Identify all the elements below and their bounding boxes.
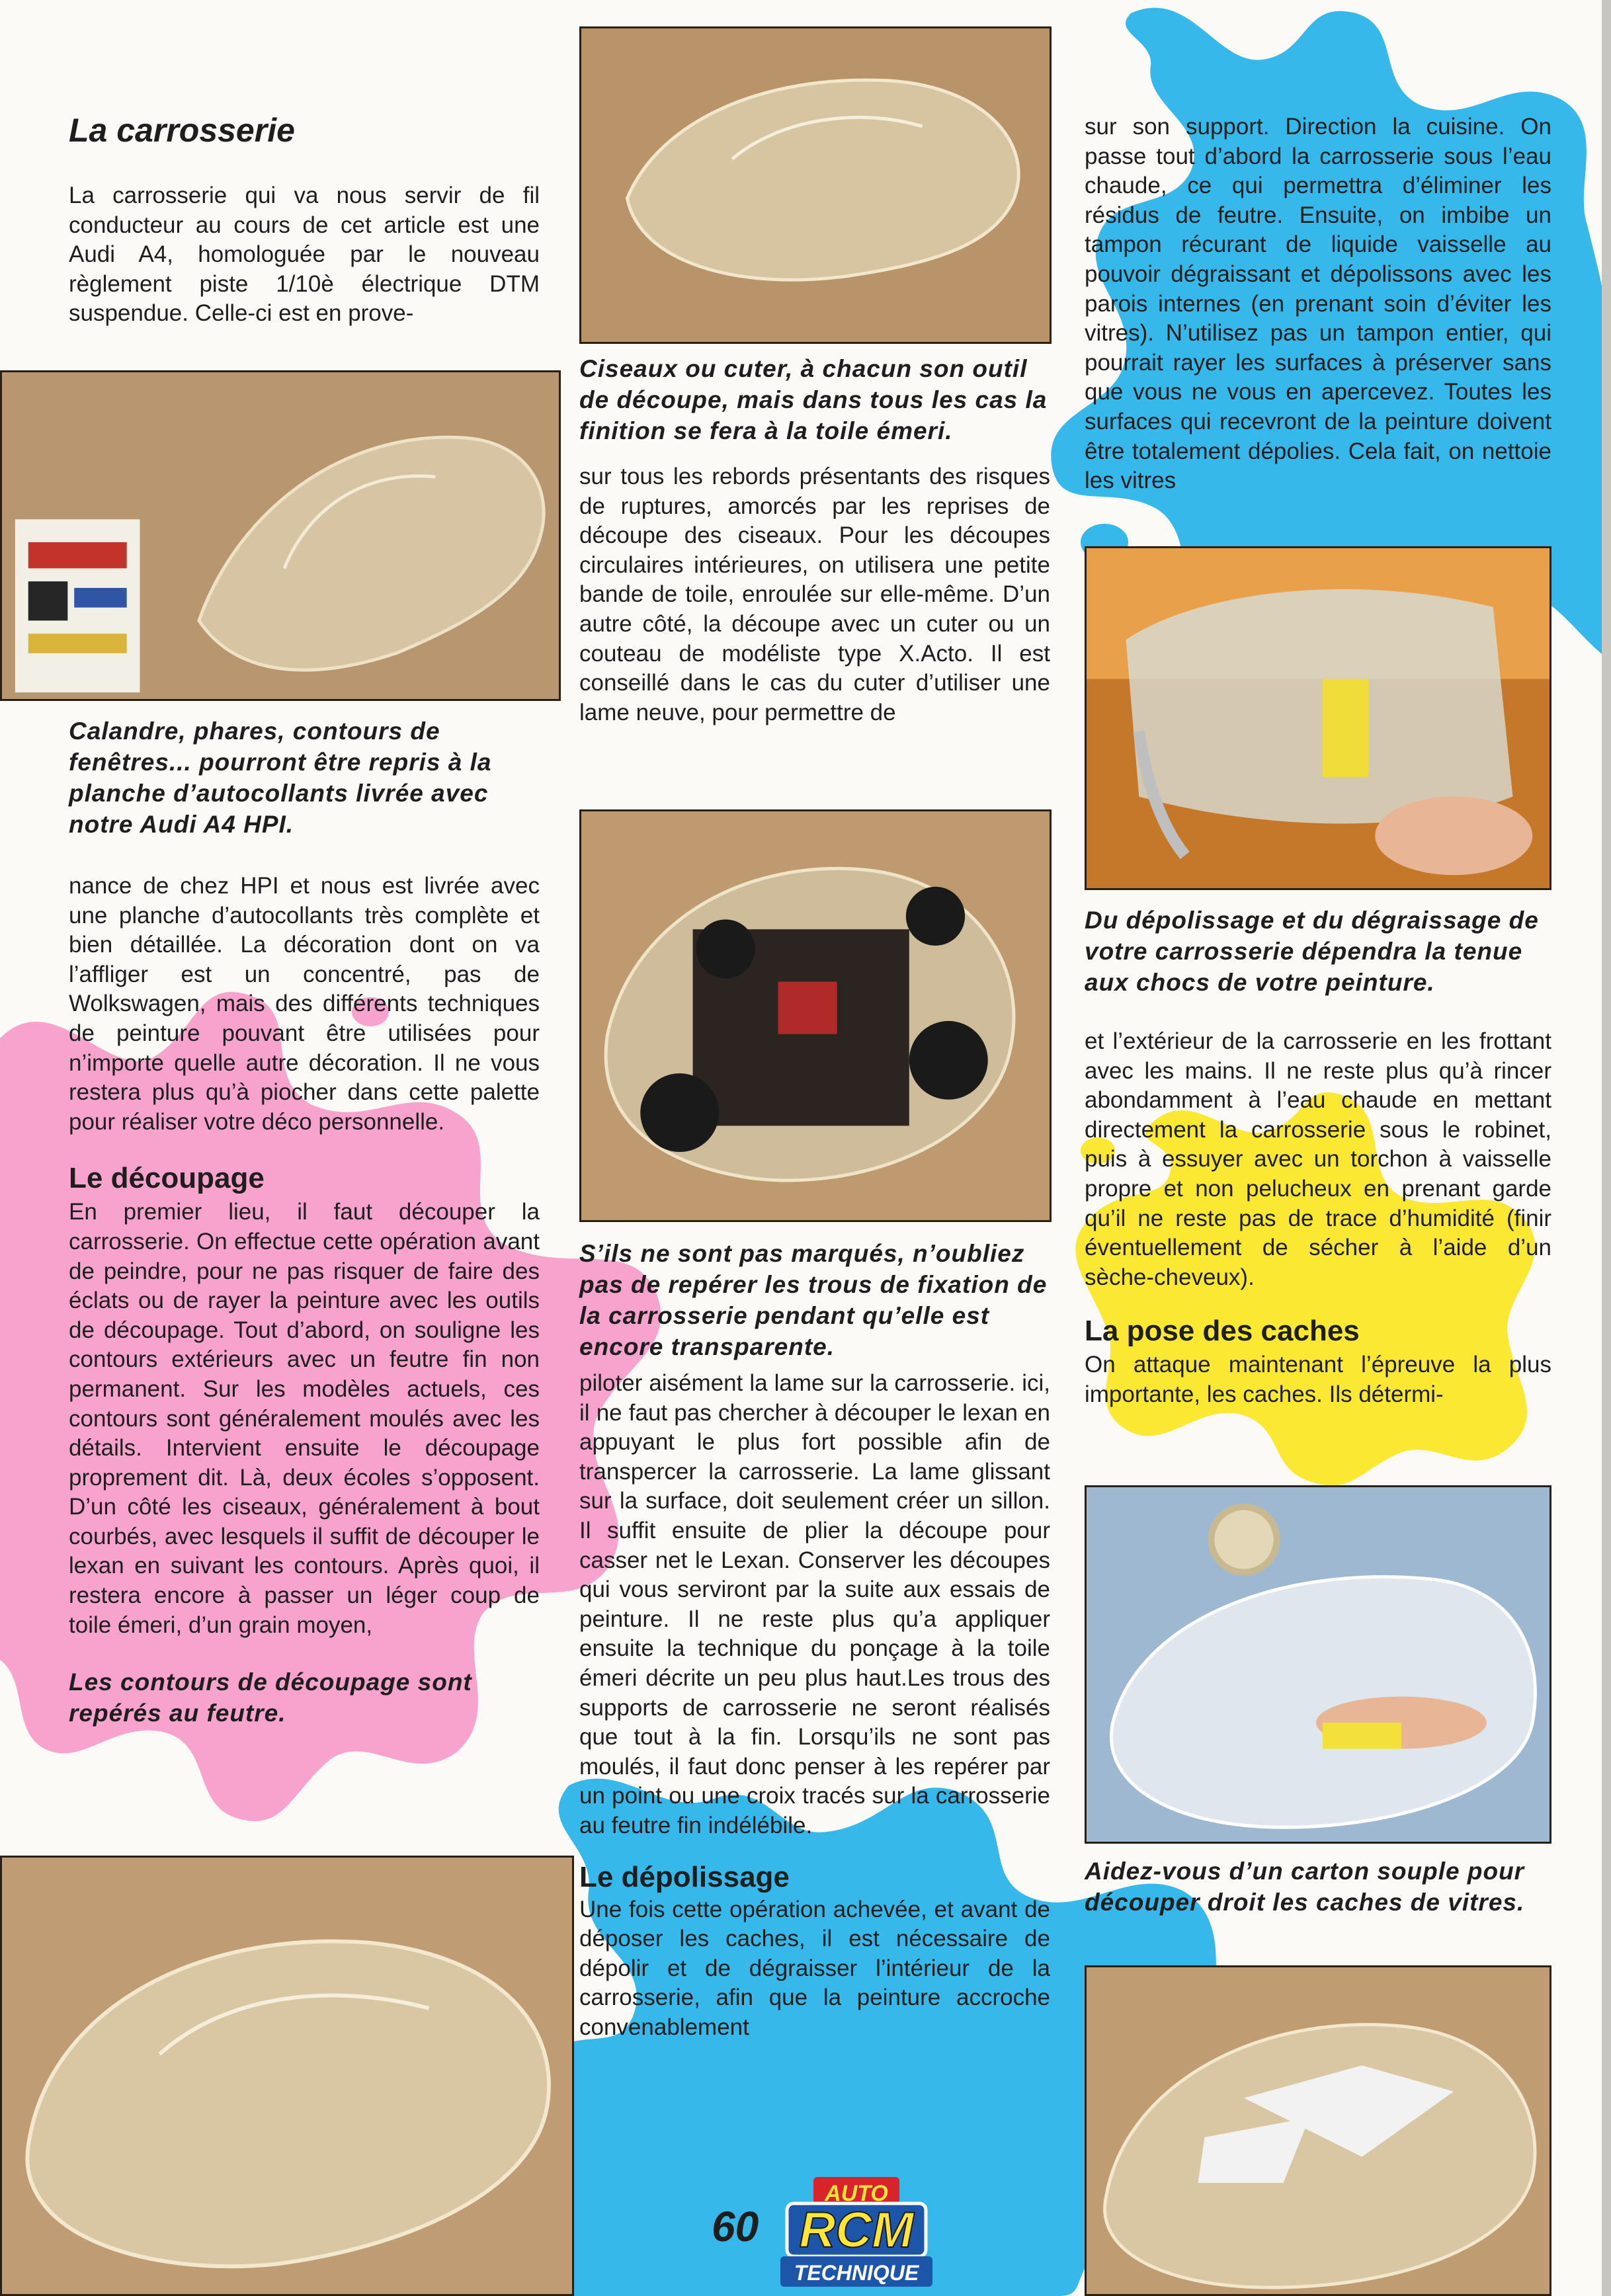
photo-chassis-under-body: [579, 809, 1052, 1222]
body-paragraph: On attaque maintenant l’épreuve la plus importante, les caches. Ils détermi-: [1085, 1352, 1551, 1407]
section-title: La carrosserie: [69, 112, 295, 149]
photo-cutting-masks: [1085, 1485, 1551, 1844]
column-3-top: [1085, 112, 1551, 496]
column-2-top: [579, 353, 1050, 727]
column-1-middle: [69, 716, 540, 1729]
photo-caption: Les contours de découpage sont repérés au feutre.: [69, 1668, 472, 1727]
page-number: 60: [712, 2203, 759, 2250]
column-3-middle: [1085, 905, 1551, 1410]
photo-washing-body: [1085, 546, 1551, 890]
photo-caption: S’ils ne sont pas marqués, n’oubliez pas de repérer les trous de fixation de la carrosserie pendant qu’elle est encore transparente.: [579, 1240, 1048, 1360]
subheading: Le dépolissage: [579, 1860, 790, 1893]
magazine-logo: [774, 2177, 939, 2289]
photo-body-outlined: [0, 1856, 574, 2296]
body-paragraph: nance de chez HPI et nous est livrée avec une planche d’autocollants très complète et bien détaillée. La décoration dont on va l’affliger est un concentré, pas de Wolkswagen, mais des différents techniques de peinture pouvant être utilisées pour n’importe quelle autre décoration. Il ne vous restera plus qu’à piocher dans cette palette pour réaliser votre déco personnelle.: [69, 873, 540, 1135]
body-paragraph: En premier lieu, il faut découper la carrosserie. On effectue cette opération avant de peindre, pour ne pas risquer de faire des éclats ou de rayer la peinture avec les outils de découpage. Tout d’abord, on souligne les contours extérieurs avec un feutre fin non permanent. Sur les modèles actuels, ces contours sont généralement moulés avec les détails. Intervient ensuite le découpage proprement dit. Là, deux écoles s’opposent. D’un côté les ciseaux, généralement à bout courbés, avec lesquels il suffit de découper le lexan en suivant les contours. Après quoi, il restera encore à passer un léger coup de toile émeri, d’un grain moyen,: [69, 1199, 540, 1638]
photo-body-shell-top: [579, 26, 1052, 344]
body-paragraph: et l’extérieur de la carrosserie en les frottant avec les mains. Il ne reste plus qu’à rincer abondamment à l’eau chaude en mettant directement la carrosserie sous le robinet, puis à essuyer avec un torchon à vaisselle propre et non pelucheux en prenant garde qu’il ne reste pas de trace d’humidité (finir éventuellement de sécher à l’aide d’un sèche-cheveux).: [1085, 1028, 1551, 1290]
column-1-top: [69, 111, 540, 329]
photo-caption: Ciseaux ou cuter, à chacun son outil de découpe, mais dans tous les cas la finition se fera à la toile émeri.: [579, 355, 1048, 444]
subheading: La pose des caches: [1085, 1315, 1360, 1348]
page-edge: [1602, 0, 1611, 2296]
column-3-bottom: [1085, 1856, 1551, 1918]
photo-masked-body: [1085, 1965, 1551, 2296]
photo-body-with-decals: [0, 370, 561, 701]
body-paragraph: Une fois cette opération achevée, et avant de déposer les caches, il est nécessaire de dépolir et de dégraisser l’intérieur de la carrosserie, afin que la peinture accroche convenablement: [579, 1896, 1050, 2040]
body-paragraph: sur tous les rebords présentants des risques de ruptures, amorcés par les reprises de découpe des ciseaux. Pour les découpes circulaires intérieures, on utilisera une petite bande de toile, enroulée sur elle-même. D’un autre côté, la découpe avec un cuter ou un couteau de modéliste type X.Acto. Il est conseillé dans le cas du cuter d’utiliser une lame neuve, pour permettre de: [579, 464, 1050, 725]
logo-technique-text: TECHNIQUE: [794, 2261, 919, 2285]
logo-auto-text: AUTO: [825, 2181, 888, 2206]
body-paragraph: La carrosserie qui va nous servir de fil conducteur au cours de cet article est une Audi A4, homologuée par le nouveau règlement piste 1/10è électrique DTM suspendue. Celle-ci est en prove-: [69, 183, 540, 327]
body-paragraph: piloter aisément la lame sur la carrosserie. ici, il ne faut pas chercher à découper le lexan en appuyant le plus fort possible afin de transpercer la carrosserie. La lame glissant sur la surface, doit seulement créer un sillon. Il suffit ensuite de plier la découpe pour casser net le Lexan. Conserver les découpes qui vous serviront par la suite aux essais de peinture. Il ne reste plus qu’a appliquer ensuite la technique du ponçage à la toile émeri décrite un peu plus haut.Les trous des supports de carrosserie ne seront réalisés que tout à la fin. Lorsqu’ils ne sont pas moulés, il faut donc penser à les repérer par un point ou une croix tracés sur la carrosserie au feutre fin indélébile.: [579, 1370, 1050, 1838]
logo-rcm-text: RCM: [799, 2202, 914, 2258]
photo-caption: Calandre, phares, contours de fenêtres... pourront être repris à la planche d’autocollants livrée avec notre Audi A4 HPI.: [69, 718, 492, 838]
subheading: Le découpage: [69, 1162, 265, 1195]
body-paragraph: sur son support. Direction la cuisine. On passe tout d’abord la carrosserie sous l’eau chaude, ce qui permettra d’éliminer les résidus de feutre. Ensuite, on imbibe un tampon récurant de liquide vaisselle au pouvoir dégraissant et dépolissons avec les parois internes (en prenant soin d’éviter les vitres). N’utilisez pas un tampon entier, qui pourrait rayer les surfaces à préserver sans que vous ne vous en apercevez. Toutes les surfaces qui recevront de la peinture doivent être totalement dépolies. Cela fait, on nettoie les vitres: [1085, 114, 1551, 494]
column-2-bottom: [579, 1238, 1050, 2042]
photo-caption: Aidez-vous d’un carton souple pour découper droit les caches de vitres.: [1085, 1858, 1525, 1916]
photo-caption: Du dépolissage et du dégraissage de votre carrosserie dépendra la tenue aux chocs de votre peinture.: [1085, 907, 1539, 996]
